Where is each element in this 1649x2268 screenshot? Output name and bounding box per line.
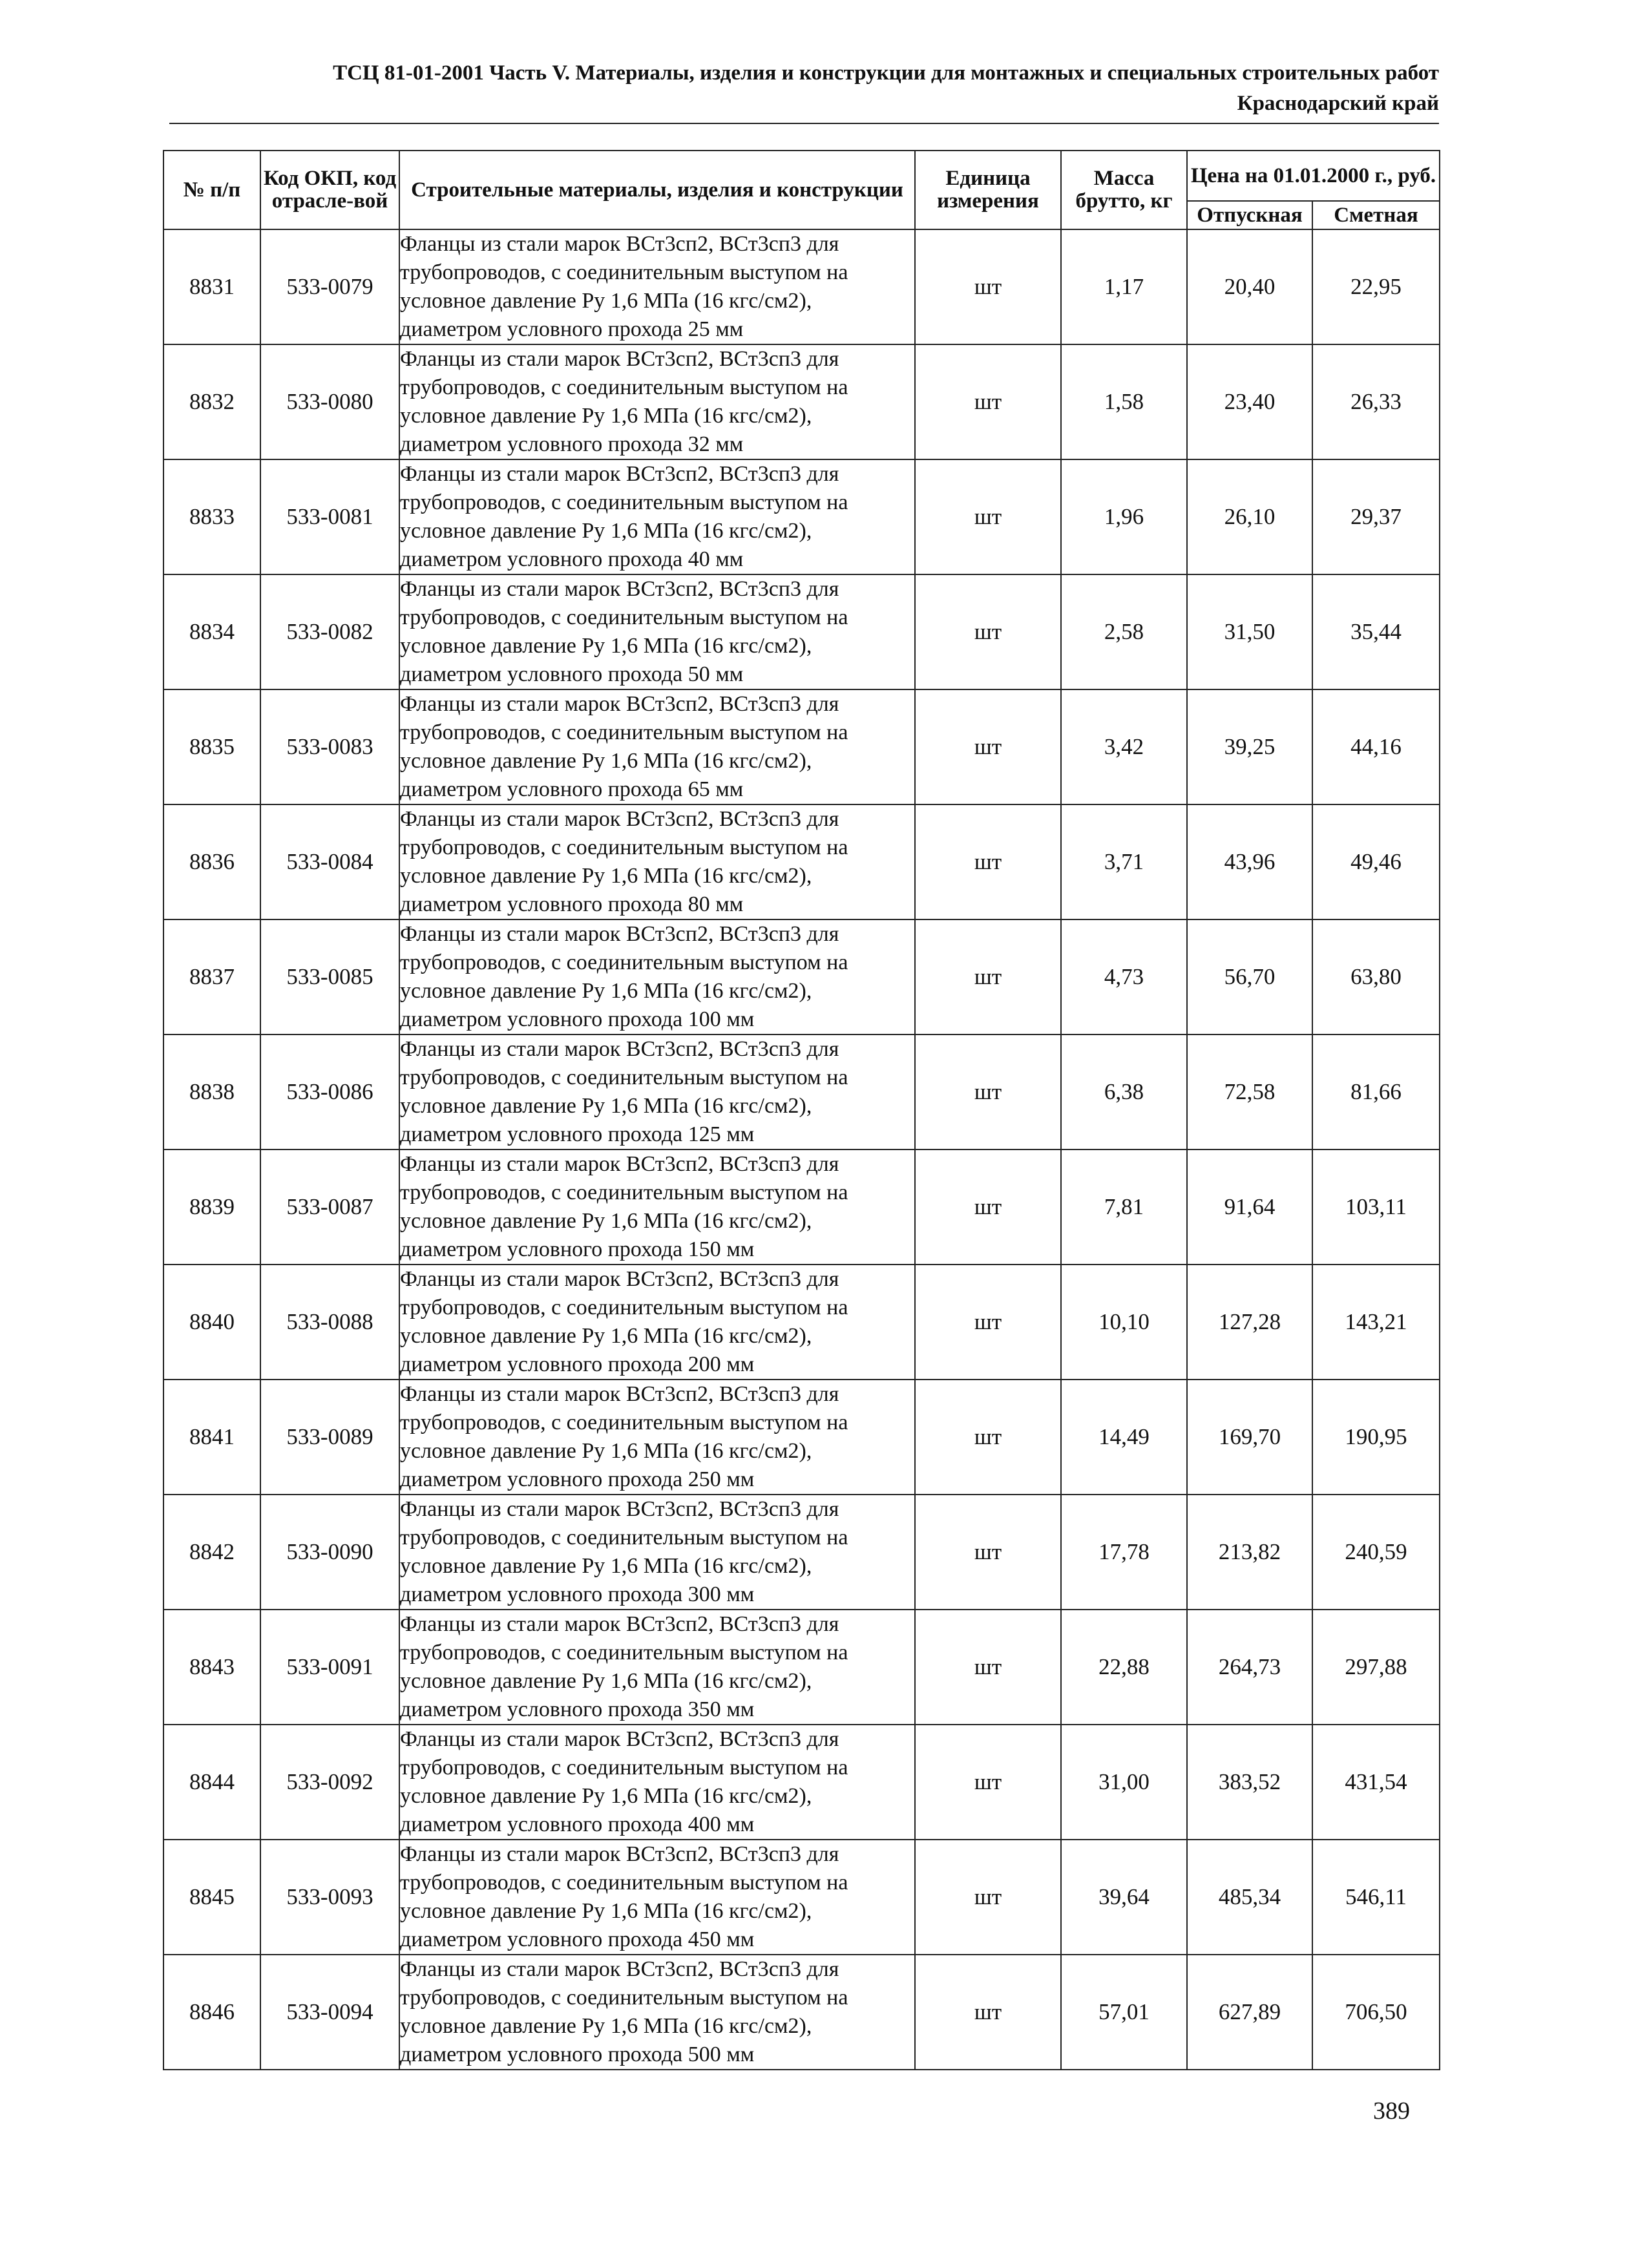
row-number: 8833 (163, 459, 260, 574)
table-row (163, 1150, 1440, 1265)
release-price: 26,10 (1187, 459, 1312, 574)
gross-mass: 1,17 (1061, 229, 1187, 344)
col-header-unit: Единица измерения (915, 151, 1061, 229)
release-price: 39,25 (1187, 689, 1312, 804)
unit-of-measure: шт (915, 1725, 1061, 1840)
material-description: Фланцы из стали марок ВСт3сп2, ВСт3сп3 для трубопроводов, с соединительным выступом на условное давление Ру 1,6 МПа (16 кгс/см2), диаметром условного прохода 65 мм (399, 689, 915, 804)
gross-mass: 2,58 (1061, 574, 1187, 689)
estimate-price: 22,95 (1312, 229, 1440, 344)
material-description: Фланцы из стали марок ВСт3сп2, ВСт3сп3 для трубопроводов, с соединительным выступом на условное давление Ру 1,6 МПа (16 кгс/см2), диаметром условного прохода 500 мм (399, 1955, 915, 2070)
release-price: 20,40 (1187, 229, 1312, 344)
estimate-price: 190,95 (1312, 1380, 1440, 1495)
unit-of-measure: шт (915, 689, 1061, 804)
gross-mass: 3,71 (1061, 804, 1187, 919)
okp-code: 533-0082 (260, 574, 399, 689)
okp-code: 533-0085 (260, 919, 399, 1034)
okp-code: 533-0089 (260, 1380, 399, 1495)
row-number: 8842 (163, 1495, 260, 1610)
release-price: 31,50 (1187, 574, 1312, 689)
estimate-price: 706,50 (1312, 1955, 1440, 2070)
gross-mass: 14,49 (1061, 1380, 1187, 1495)
gross-mass: 22,88 (1061, 1610, 1187, 1725)
estimate-price: 103,11 (1312, 1150, 1440, 1265)
okp-code: 533-0094 (260, 1955, 399, 2070)
estimate-price: 49,46 (1312, 804, 1440, 919)
row-number: 8839 (163, 1150, 260, 1265)
okp-code: 533-0079 (260, 229, 399, 344)
gross-mass: 39,64 (1061, 1840, 1187, 1955)
estimate-price: 29,37 (1312, 459, 1440, 574)
material-description: Фланцы из стали марок ВСт3сп2, ВСт3сп3 для трубопроводов, с соединительным выступом на условное давление Ру 1,6 МПа (16 кгс/см2), диаметром условного прохода 125 мм (399, 1034, 915, 1150)
okp-code: 533-0086 (260, 1034, 399, 1150)
unit-of-measure: шт (915, 1150, 1061, 1265)
gross-mass: 10,10 (1061, 1265, 1187, 1380)
row-number: 8846 (163, 1955, 260, 2070)
table-row (163, 1840, 1440, 1955)
row-number: 8845 (163, 1840, 260, 1955)
table-row (163, 459, 1440, 574)
row-number: 8844 (163, 1725, 260, 1840)
unit-of-measure: шт (915, 1610, 1061, 1725)
estimate-price: 297,88 (1312, 1610, 1440, 1725)
material-description: Фланцы из стали марок ВСт3сп2, ВСт3сп3 для трубопроводов, с соединительным выступом на условное давление Ру 1,6 МПа (16 кгс/см2), диаметром условного прохода 400 мм (399, 1725, 915, 1840)
unit-of-measure: шт (915, 919, 1061, 1034)
okp-code: 533-0081 (260, 459, 399, 574)
release-price: 627,89 (1187, 1955, 1312, 2070)
col-header-price: Цена на 01.01.2000 г., руб. (1187, 151, 1440, 201)
material-description: Фланцы из стали марок ВСт3сп2, ВСт3сп3 для трубопроводов, с соединительным выступом на условное давление Ру 1,6 МПа (16 кгс/см2), диаметром условного прохода 150 мм (399, 1150, 915, 1265)
release-price: 91,64 (1187, 1150, 1312, 1265)
col-header-code: Код ОКП, код отрасле-вой (260, 151, 399, 229)
table-body (163, 229, 1440, 2070)
release-price: 213,82 (1187, 1495, 1312, 1610)
release-price: 72,58 (1187, 1034, 1312, 1150)
table-row (163, 1380, 1440, 1495)
estimate-price: 81,66 (1312, 1034, 1440, 1150)
unit-of-measure: шт (915, 459, 1061, 574)
gross-mass: 6,38 (1061, 1034, 1187, 1150)
release-price: 43,96 (1187, 804, 1312, 919)
unit-of-measure: шт (915, 344, 1061, 459)
row-number: 8843 (163, 1610, 260, 1725)
estimate-price: 431,54 (1312, 1725, 1440, 1840)
row-number: 8837 (163, 919, 260, 1034)
okp-code: 533-0088 (260, 1265, 399, 1380)
materials-table (163, 150, 1440, 2070)
material-description: Фланцы из стали марок ВСт3сп2, ВСт3сп3 для трубопроводов, с соединительным выступом на условное давление Ру 1,6 МПа (16 кгс/см2), диаметром условного прохода 200 мм (399, 1265, 915, 1380)
row-number: 8840 (163, 1265, 260, 1380)
estimate-price: 63,80 (1312, 919, 1440, 1034)
row-number: 8834 (163, 574, 260, 689)
gross-mass: 4,73 (1061, 919, 1187, 1034)
material-description: Фланцы из стали марок ВСт3сп2, ВСт3сп3 для трубопроводов, с соединительным выступом на условное давление Ру 1,6 МПа (16 кгс/см2), диаметром условного прохода 80 мм (399, 804, 915, 919)
gross-mass: 7,81 (1061, 1150, 1187, 1265)
row-number: 8841 (163, 1380, 260, 1495)
release-price: 383,52 (1187, 1725, 1312, 1840)
table-row (163, 1495, 1440, 1610)
material-description: Фланцы из стали марок ВСт3сп2, ВСт3сп3 для трубопроводов, с соединительным выступом на условное давление Ру 1,6 МПа (16 кгс/см2), диаметром условного прохода 250 мм (399, 1380, 915, 1495)
estimate-price: 35,44 (1312, 574, 1440, 689)
row-number: 8836 (163, 804, 260, 919)
gross-mass: 1,58 (1061, 344, 1187, 459)
table-row (163, 1610, 1440, 1725)
estimate-price: 44,16 (1312, 689, 1440, 804)
col-header-mass: Масса брутто, кг (1061, 151, 1187, 229)
okp-code: 533-0090 (260, 1495, 399, 1610)
release-price: 127,28 (1187, 1265, 1312, 1380)
region-name: Краснодарский край (1237, 92, 1439, 115)
okp-code: 533-0080 (260, 344, 399, 459)
material-description: Фланцы из стали марок ВСт3сп2, ВСт3сп3 для трубопроводов, с соединительным выступом на условное давление Ру 1,6 МПа (16 кгс/см2), диаметром условного прохода 40 мм (399, 459, 915, 574)
release-price: 169,70 (1187, 1380, 1312, 1495)
header-rule (169, 123, 1439, 124)
page-number: 389 (1373, 2097, 1410, 2125)
gross-mass: 31,00 (1061, 1725, 1187, 1840)
unit-of-measure: шт (915, 574, 1061, 689)
material-description: Фланцы из стали марок ВСт3сп2, ВСт3сп3 для трубопроводов, с соединительным выступом на условное давление Ру 1,6 МПа (16 кгс/см2), диаметром условного прохода 25 мм (399, 229, 915, 344)
material-description: Фланцы из стали марок ВСт3сп2, ВСт3сп3 для трубопроводов, с соединительным выступом на условное давление Ру 1,6 МПа (16 кгс/см2), диаметром условного прохода 32 мм (399, 344, 915, 459)
release-price: 485,34 (1187, 1840, 1312, 1955)
gross-mass: 3,42 (1061, 689, 1187, 804)
material-description: Фланцы из стали марок ВСт3сп2, ВСт3сп3 для трубопроводов, с соединительным выступом на условное давление Ру 1,6 МПа (16 кгс/см2), диаметром условного прохода 300 мм (399, 1495, 915, 1610)
unit-of-measure: шт (915, 804, 1061, 919)
okp-code: 533-0093 (260, 1840, 399, 1955)
table-row (163, 689, 1440, 804)
gross-mass: 57,01 (1061, 1955, 1187, 2070)
table-row (163, 919, 1440, 1034)
table-row (163, 229, 1440, 344)
okp-code: 533-0087 (260, 1150, 399, 1265)
material-description: Фланцы из стали марок ВСт3сп2, ВСт3сп3 для трубопроводов, с соединительным выступом на условное давление Ру 1,6 МПа (16 кгс/см2), диаметром условного прохода 350 мм (399, 1610, 915, 1725)
material-description: Фланцы из стали марок ВСт3сп2, ВСт3сп3 для трубопроводов, с соединительным выступом на условное давление Ру 1,6 МПа (16 кгс/см2), диаметром условного прохода 100 мм (399, 919, 915, 1034)
col-header-desc: Строительные материалы, изделия и конструкции (399, 151, 915, 229)
table-row (163, 1265, 1440, 1380)
okp-code: 533-0084 (260, 804, 399, 919)
okp-code: 533-0091 (260, 1610, 399, 1725)
table-row (163, 344, 1440, 459)
col-header-price-release: Отпускная (1187, 201, 1312, 229)
row-number: 8838 (163, 1034, 260, 1150)
col-header-price-estimate: Сметная (1312, 201, 1440, 229)
okp-code: 533-0083 (260, 689, 399, 804)
unit-of-measure: шт (915, 1955, 1061, 2070)
unit-of-measure: шт (915, 1034, 1061, 1150)
table-row (163, 1034, 1440, 1150)
table-row (163, 1955, 1440, 2070)
release-price: 56,70 (1187, 919, 1312, 1034)
estimate-price: 143,21 (1312, 1265, 1440, 1380)
okp-code: 533-0092 (260, 1725, 399, 1840)
table-row (163, 574, 1440, 689)
material-description: Фланцы из стали марок ВСт3сп2, ВСт3сп3 для трубопроводов, с соединительным выступом на условное давление Ру 1,6 МПа (16 кгс/см2), диаметром условного прохода 450 мм (399, 1840, 915, 1955)
row-number: 8832 (163, 344, 260, 459)
row-number: 8835 (163, 689, 260, 804)
gross-mass: 1,96 (1061, 459, 1187, 574)
material-description: Фланцы из стали марок ВСт3сп2, ВСт3сп3 для трубопроводов, с соединительным выступом на условное давление Ру 1,6 МПа (16 кгс/см2), диаметром условного прохода 50 мм (399, 574, 915, 689)
col-header-num: № п/п (163, 151, 260, 229)
release-price: 23,40 (1187, 344, 1312, 459)
row-number: 8831 (163, 229, 260, 344)
table-row (163, 804, 1440, 919)
table-row (163, 1725, 1440, 1840)
estimate-price: 546,11 (1312, 1840, 1440, 1955)
unit-of-measure: шт (915, 1495, 1061, 1610)
unit-of-measure: шт (915, 1840, 1061, 1955)
estimate-price: 240,59 (1312, 1495, 1440, 1610)
estimate-price: 26,33 (1312, 344, 1440, 459)
document-title: ТСЦ 81-01-2001 Часть V. Материалы, изделия и конструкции для монтажных и специальных строительных работ (333, 61, 1439, 85)
unit-of-measure: шт (915, 1265, 1061, 1380)
unit-of-measure: шт (915, 229, 1061, 344)
unit-of-measure: шт (915, 1380, 1061, 1495)
gross-mass: 17,78 (1061, 1495, 1187, 1610)
release-price: 264,73 (1187, 1610, 1312, 1725)
